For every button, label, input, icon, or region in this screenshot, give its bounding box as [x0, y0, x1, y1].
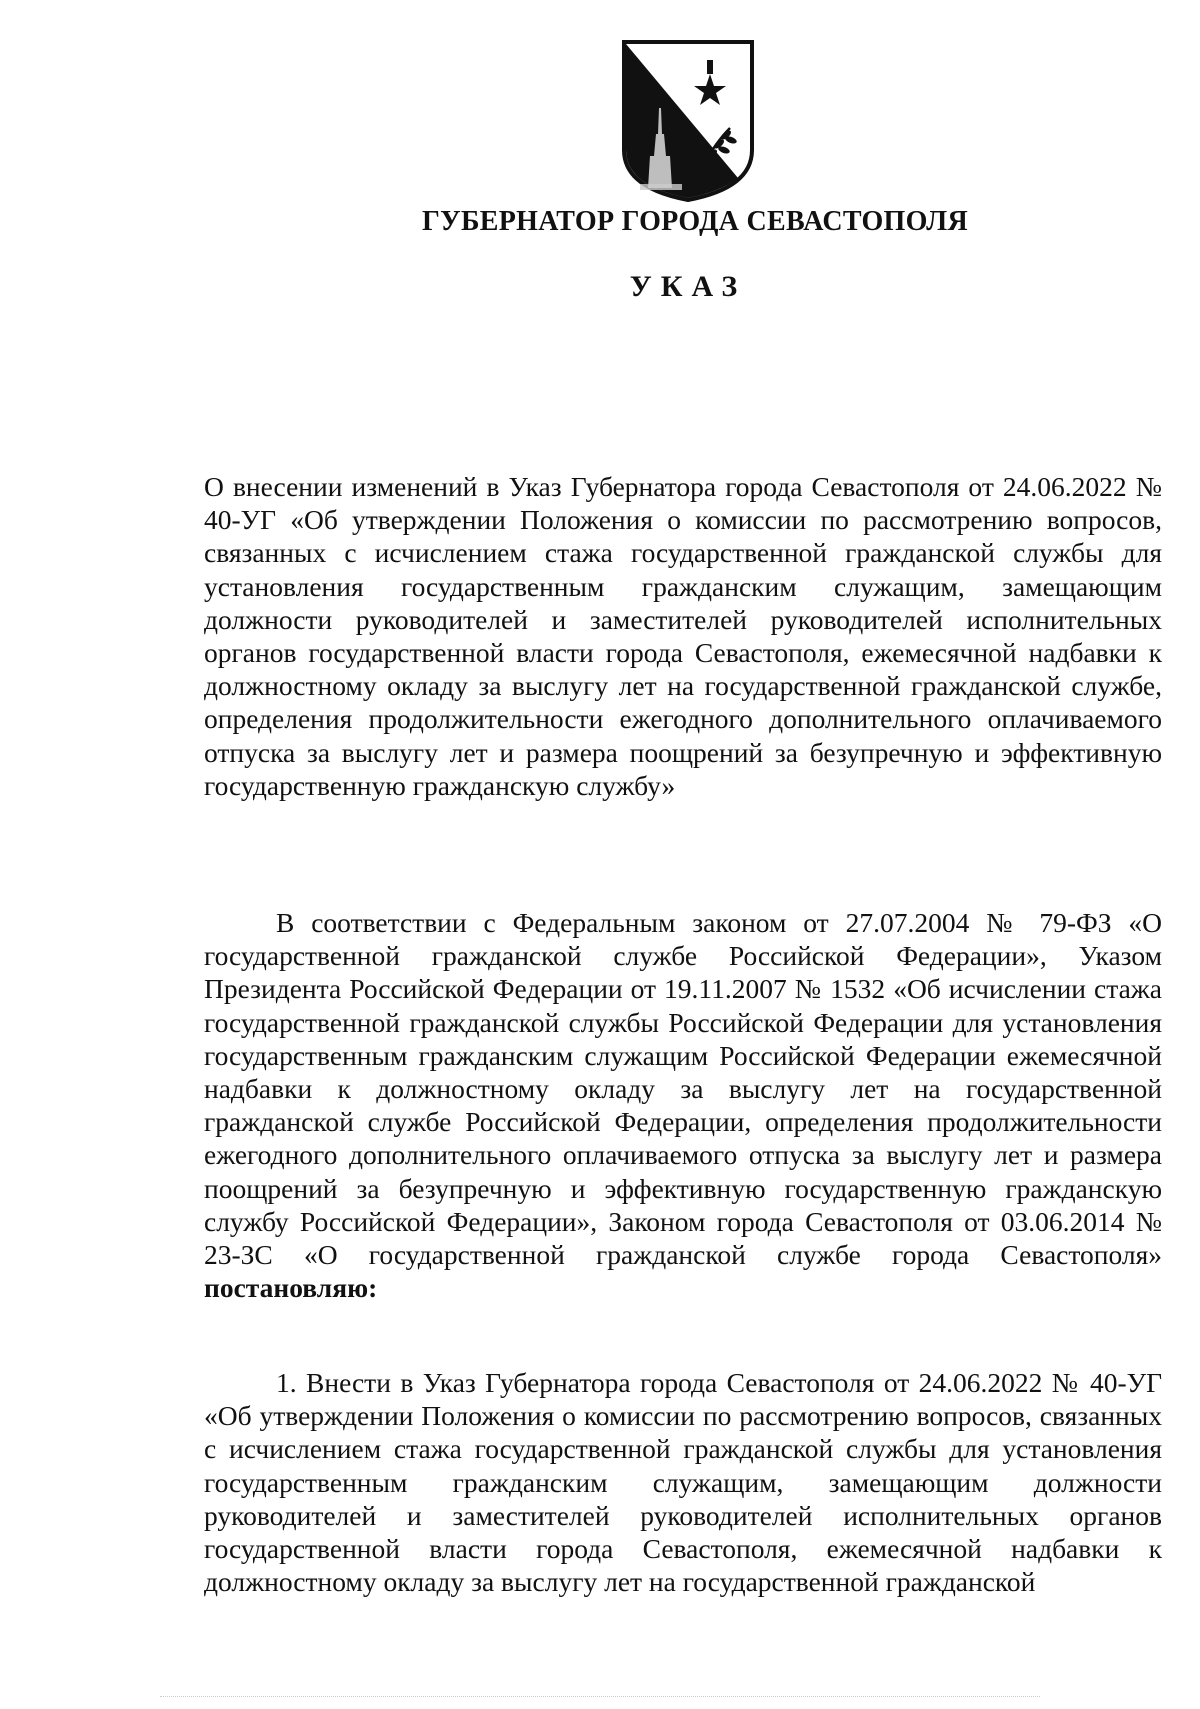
- document-type-title: УКАЗ: [629, 270, 747, 303]
- decree-item: 1. Внести в Указ Губернатора города Севастополя от 24.06.2022 № 40-УГ «Об утверждении Положения о комиссии по рассмотрению вопросов, связанных с исчислением стажа государственной гражданской службы для установления государственным гражданским служащим, замещающим должности руководителей и заместителей руководителей исполнительных органов государственной власти города Севастополя, ежемесячной надбавки к должностному окладу за выслугу лет на государственной гражданской: [204, 1367, 1162, 1598]
- issuing-authority: ГУБЕРНАТОР ГОРОДА СЕВАСТОПОЛЯ: [422, 206, 968, 237]
- sevastopol-coat-of-arms-icon: [620, 38, 756, 204]
- scan-artifact-line: [160, 1696, 1040, 1699]
- decree-preamble: [204, 906, 1162, 1304]
- decree-word: постановляю:: [204, 1272, 378, 1304]
- preamble-text: В соответствии с Федеральным законом от 27.07.2004 № 79-ФЗ «О государственной гражданской службе Российской Федерации», Указом Президента Российской Федерации от 19.11.2007 № 1532 «Об исчислении стажа государственной гражданской службы Российской Федерации для установления государственным гражданским служащим Российской Федерации ежемесячной надбавки к должностному окладу за выслугу лет на государственной гражданской службе Российской Федерации, определения продолжительности ежегодного дополнительного оплачиваемого отпуска за выслугу лет и размера поощрений за безупречную и эффективную государственную гражданскую службу Российской Федерации», Законом города Севастополя от 03.06.2014 № 23-ЗС «О государственной гражданской службе города Севастополя»: [204, 907, 1162, 1271]
- decree-subject: О внесении изменений в Указ Губернатора города Севастополя от 24.06.2022 № 40-УГ «Об утверждении Положения о комиссии по рассмотрению вопросов, связанных с исчислением стажа государственной гражданской службы для установления государственным гражданским служащим, замещающим должности руководителей и заместителей руководителей исполнительных органов государственной власти города Севастополя, ежемесячной надбавки к должностному окладу за выслугу лет на государственной гражданской службе, определения продолжительности ежегодного дополнительного оплачиваемого отпуска за выслугу лет и размера поощрений за безупречную и эффективную государственную гражданскую службу»: [204, 471, 1162, 801]
